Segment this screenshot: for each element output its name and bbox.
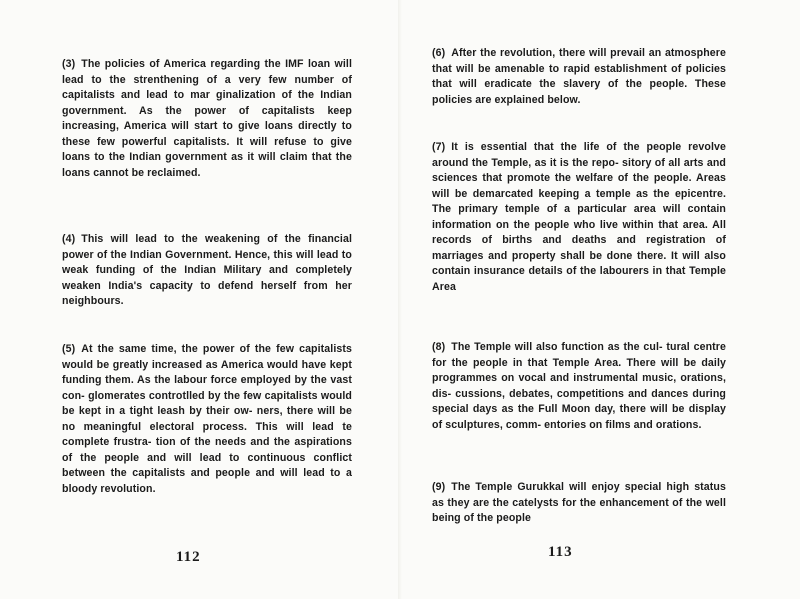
paragraph-number: (7) xyxy=(432,141,446,153)
paragraph-text: At the same time, the power of the few capitalists would be greatly increased as America would have kept funding them. As the labour force employed by the vast con- glomerates controtlled by the few capitalists would be kept in a tight leash by their ow- ners, there will be no meaningful electoral process. This will lead te complete frustra- tion of the needs and the aspirations of the people and will lead to continuous conflict between the capitalists and people and will lead to a bloody revolution. xyxy=(62,343,352,495)
paragraph-number: (4) xyxy=(62,233,76,245)
paragraph-4 xyxy=(62,232,352,310)
paragraph-number: (8) xyxy=(432,341,446,353)
paragraph-text: It is essential that the life of the people revolve around the Temple, as it is the repo- sitory of all arts and sciences that promote the welfare of the people. Areas will be demarcated keeping a temple as the epicentre. The primary temple of a particular area will contain information on the people who live within that area. All records of births and deaths and registration of marriages and property shall be done there. It will also contain insurance details of the labourers in that Temple Area xyxy=(432,141,726,293)
paragraph-text: The Temple Gurukkal will enjoy special high status as they are the catelysts for the enhancement of the well being of the people xyxy=(432,481,726,524)
paragraph-number: (3) xyxy=(62,58,76,70)
paragraph-3 xyxy=(62,57,352,181)
paragraph-number: (9) xyxy=(432,481,446,493)
right-page xyxy=(400,0,800,599)
paragraph-number: (6) xyxy=(432,47,446,59)
paragraph-text: The policies of America regarding the IMF loan will lead to the strenthening of a very few number of capitalists and lead to mar ginalization of the Indian government. As the power of capitalists keep increasing, America will start to give loans directly to these few powerful capitalists. It will refuse to give loans to the Indian government as it will claim that the loans cannot be reclaimed. xyxy=(62,58,352,179)
page-number-left: 112 xyxy=(176,549,201,565)
paragraph-9 xyxy=(432,480,726,527)
paragraph-7 xyxy=(432,140,726,295)
paragraph-text: This will lead to the weakening of the financial power of the Indian Government. Hence, this will lead to weak funding of the Indian Military and completely weaken India's capacity to defend herself from her neighbours. xyxy=(62,233,352,307)
paragraph-8 xyxy=(432,340,726,433)
paragraph-5 xyxy=(62,342,352,497)
paragraph-text: The Temple will also function as the cul- tural centre for the people in that Temple Area. There will be daily programmes on vocal and instrumental music, orations, dis- cussions, debates, competitions and dances during special days as the Full Moon day, there will be display of sculptures, comm- entories on films and orations. xyxy=(432,341,726,431)
paragraph-6 xyxy=(432,46,726,108)
page-number-right: 113 xyxy=(548,544,573,560)
paragraph-text: After the revolution, there will prevail an atmosphere that will be amenable to rapid establishment of policies that will eradicate the slavery of the people. These policies are explained below. xyxy=(432,47,726,106)
paragraph-number: (5) xyxy=(62,343,76,355)
